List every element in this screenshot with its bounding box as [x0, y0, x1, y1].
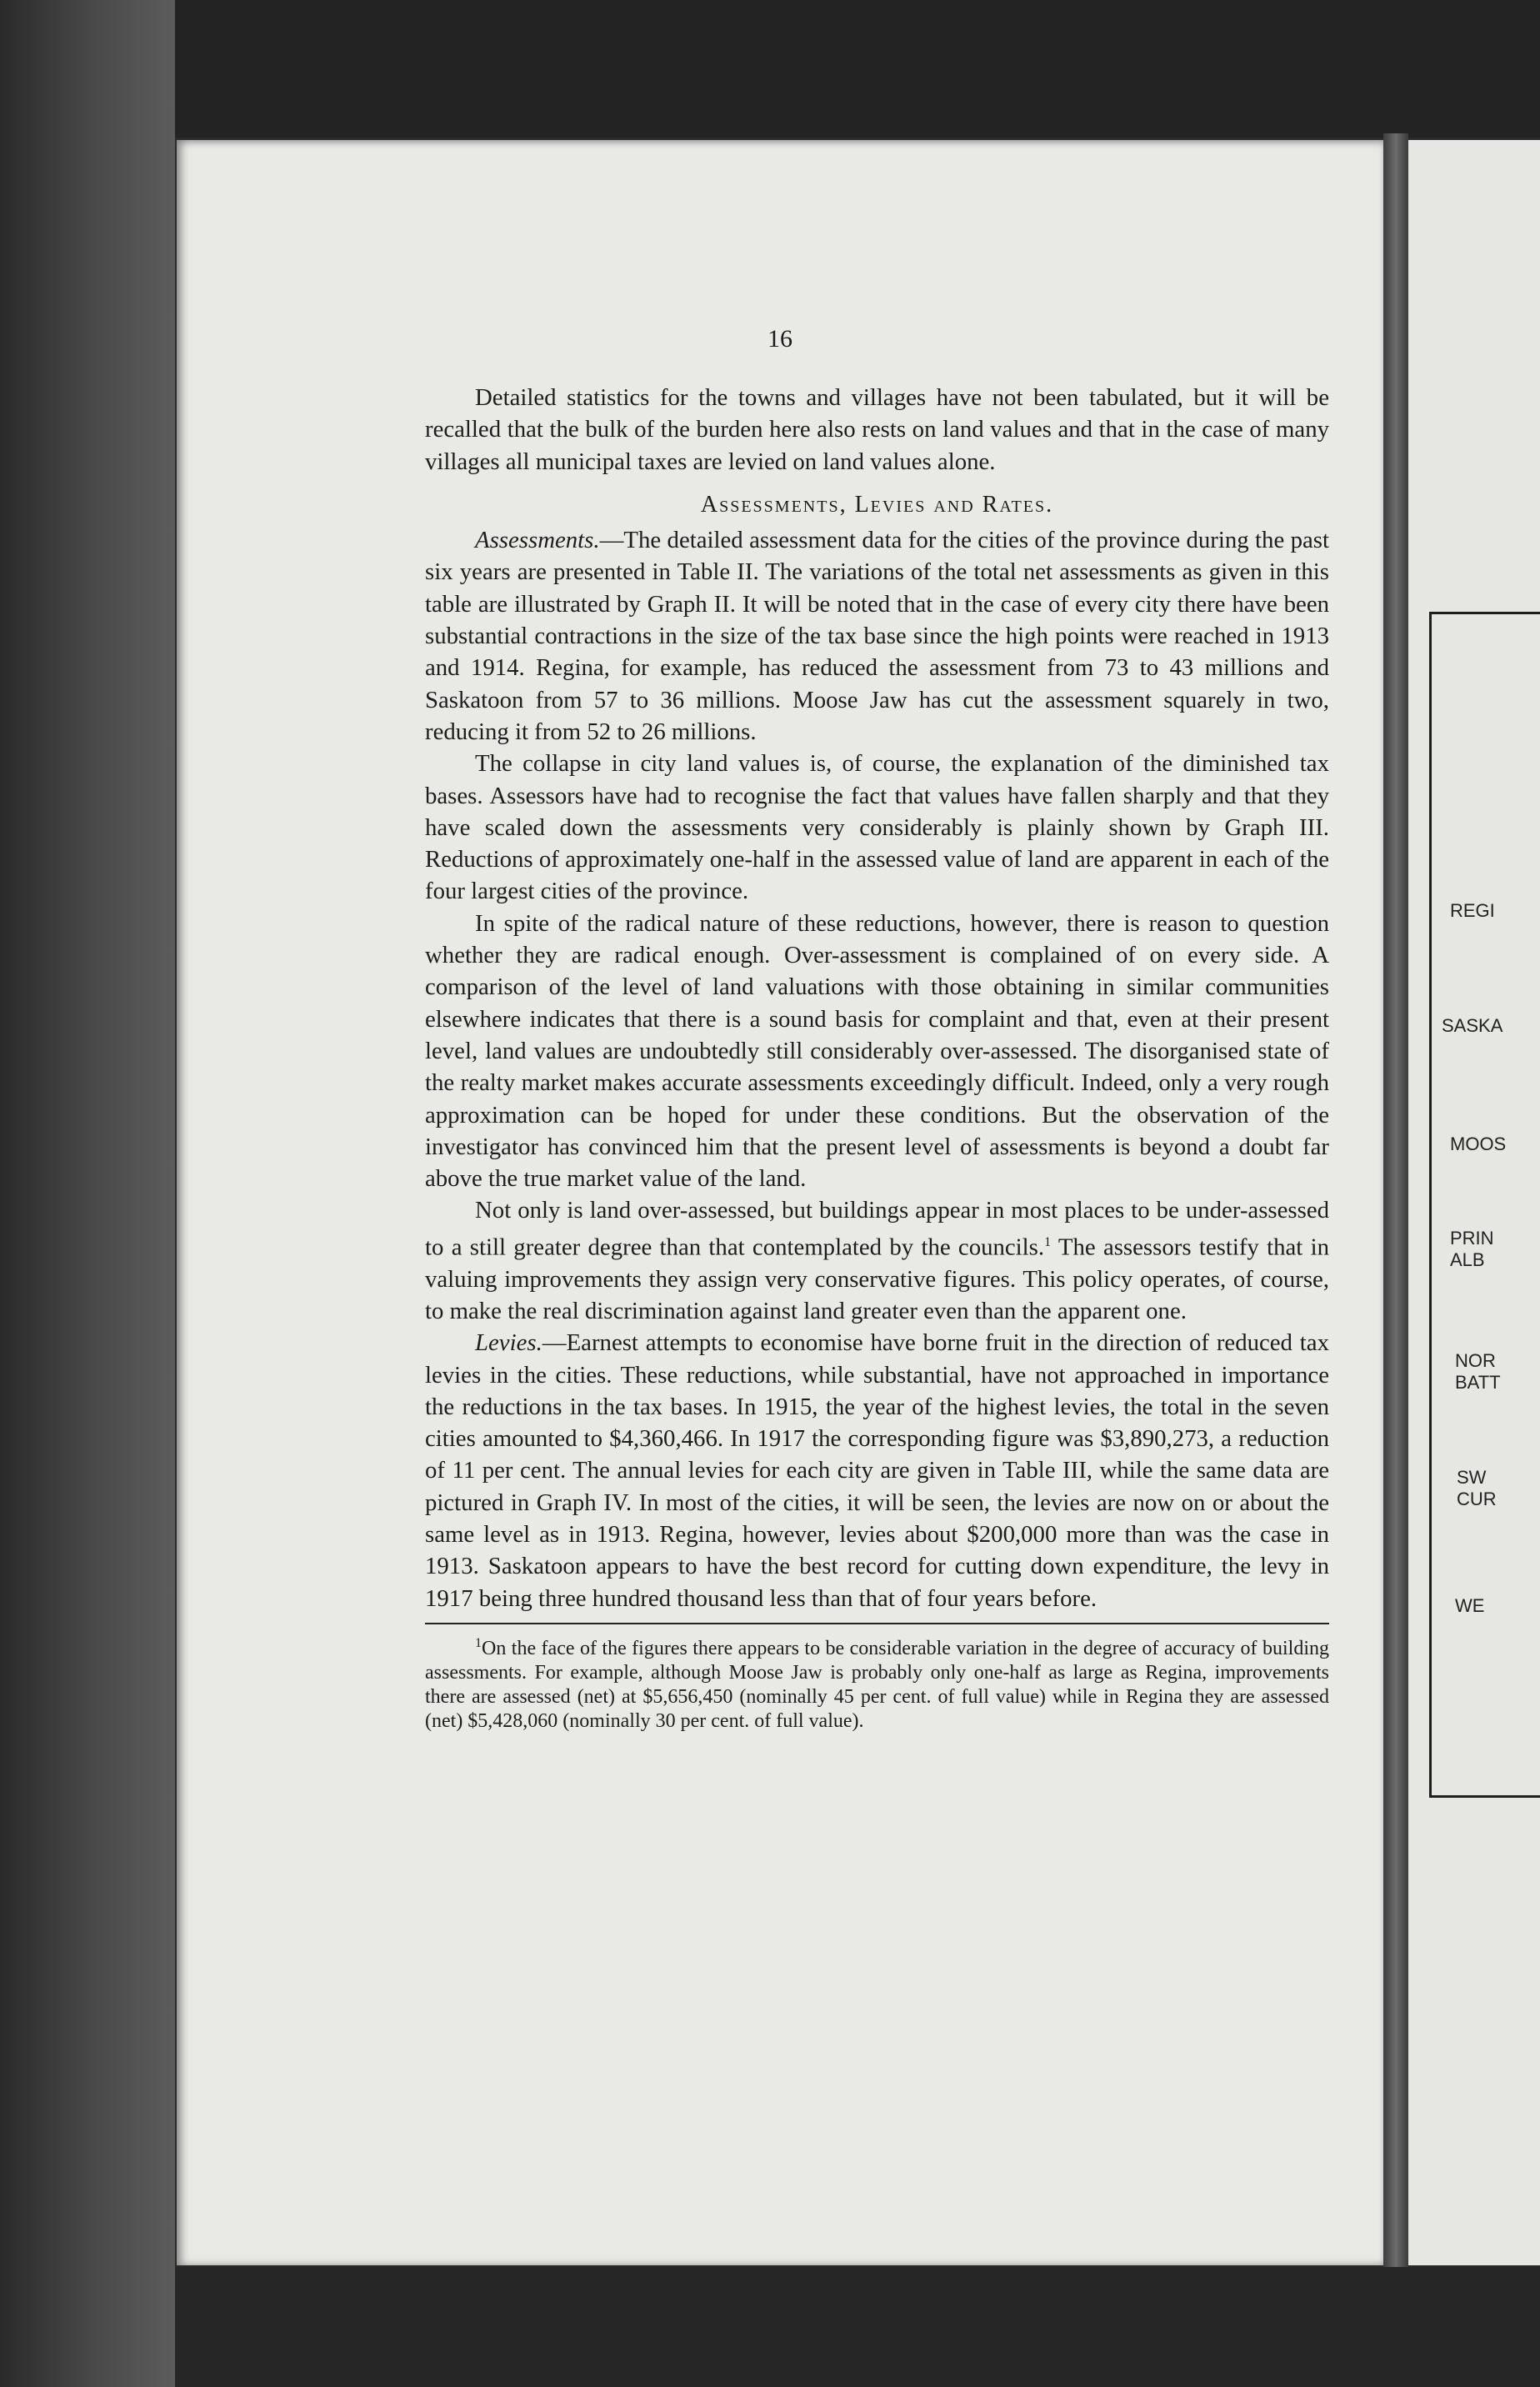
book-page: [177, 140, 1383, 2265]
p4-text-b: The assessors testify that in valuing improvements they assign very conservative figures. This policy operates, of course, to make the real discrimination against land greater even than the apparent one.: [425, 1234, 1329, 1324]
levies-lead: Levies.: [475, 1329, 542, 1357]
assessments-paragraph-2: The collapse in city land values is, of course, the explanation of the diminished tax bases. Assessors have had to recognise the fact that values have fallen sharply and that they have scaled down the assessments very considerably is plainly shown by Graph III. Reductions of approximately one-half in the assessed value of land are apparent in each of the four largest cities of the province.: [425, 750, 1329, 905]
footnote: [425, 1631, 1329, 1734]
p4-text-a: Not only is land over-assessed, but buildings appear in most places to be under-assessed to a still greater degree than that contemplated by the councils.: [425, 1197, 1329, 1261]
graph-frame: [1429, 612, 1540, 1798]
levies-p1-text: —Earnest attempts to economise have borne fruit in the direction of reduced tax levies in the cities. These reductions, while substantial, have not approached in importance the reductions in the tax bases. In 1915, the year of the highest levies, the total in the seven cities amounted to $4,360,466. In 1917 the corresponding figure was $3,890,273, a reduction of 11 per cent. The annual levies for each city are given in Table III, while the same data are pictured in Graph IV. In most of the cities, it will be seen, the levies are now on or about the same level as in 1913. Regina, however, levies about $200,000 more than was the case in 1913. Saskatoon appears to have the best record for cutting down expenditure, the levy in 1917 being three hundred thousand less than that of four years before.: [425, 1329, 1329, 1612]
graph-label-swift-current: SW CUR: [1457, 1467, 1497, 1509]
graph-label-saskatoon: SASKA: [1442, 1015, 1503, 1036]
graph-label-moose-jaw: MOOS: [1450, 1133, 1507, 1154]
book-spine: [1383, 133, 1408, 2267]
graph-label-prince-albert: PRIN ALB: [1450, 1228, 1494, 1270]
assessments-paragraph-1: [425, 524, 1329, 748]
section-heading: Assessments, Levies and Rates.: [700, 491, 1054, 518]
graph-label-north-battleford: NOR BATT: [1455, 1350, 1501, 1393]
assessments-paragraph-4: [425, 1194, 1329, 1327]
assessments-lead: Assessments.: [475, 527, 600, 554]
intro-paragraph: Detailed statistics for the towns and villages have not been tabulated, but it will be recalled that the bulk of the burden here also rests on land values and that in the case of many villages all municipal taxes are levied on land values alone.: [425, 384, 1329, 475]
footnote-text: On the face of the figures there appears to be considerable variation in the degree of accuracy of building assessments. For example, although Moose Jaw is probably only one-half as large as Regina, improvements there are assessed (net) at $5,656,450 (nominally 45 per cent. of full value) while in Regina they are assessed (net) $5,428,060 (nominally 30 per cent. of full value).: [425, 1637, 1329, 1732]
page-number: 16: [768, 325, 792, 353]
footnote-divider: [425, 1623, 1329, 1624]
levies-paragraph: [425, 1327, 1329, 1614]
footnote-reference: 1: [1044, 1234, 1052, 1249]
assessments-p1-text: —The detailed assessment data for the cities of the province during the past six years are presented in Table II. The variations of the total net assessments as given in this table are illustrated by Graph II. It will be noted that in the case of every city there have been substantial contractions in the size of the tax base since the high points were reached in 1913 and 1914. Regina, for example, has reduced the assessment from 73 to 43 millions and Saskatoon from 57 to 36 millions. Moose Jaw has cut the assessment squarely in two, reducing it from 52 to 26 millions.: [425, 527, 1329, 745]
facing-page: [1408, 140, 1540, 2265]
scanner-margin-top: [175, 0, 1540, 138]
scanner-margin-left: [0, 0, 175, 2387]
scanner-margin-bottom: [175, 2267, 1540, 2387]
graph-label-regina: REGI: [1450, 900, 1495, 921]
graph-label-weyburn: WE: [1455, 1595, 1485, 1616]
assessments-paragraph-3: In spite of the radical nature of these reductions, however, there is reason to question whether they are radical enough. Over-assessment is complained of on every side. A comparison of the level of land valuations with those obtaining in similar communities elsewhere indicates that there is a sound basis for complaint and that, even at their present level, land values are undoubtedly still considerably over-assessed. The disorganised state of the realty market makes accurate assessments exceedingly difficult. Indeed, only a very rough approximation can be hoped for under these conditions. But the observation of the investigator has convinced him that the present level of assessments is beyond a doubt far above the true market value of the land.: [425, 909, 1329, 1193]
page-text: [425, 382, 1329, 1734]
footnote-mark: 1: [475, 1635, 482, 1650]
